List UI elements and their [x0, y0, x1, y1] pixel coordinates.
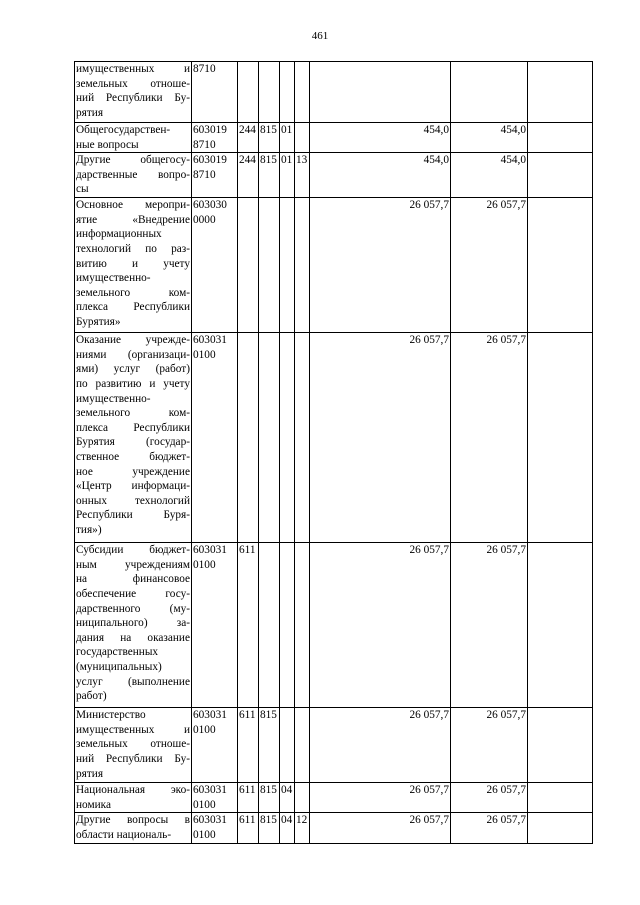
row-amount-total: 26 057,7	[310, 813, 451, 843]
row-name-line: ниципального) за-	[76, 617, 190, 630]
row-target-code	[192, 783, 238, 813]
page-number: 461	[311, 30, 329, 42]
row-target-code	[192, 708, 238, 783]
row-name	[75, 333, 192, 543]
row-name-line: плекса Республики	[76, 301, 190, 314]
row-name-line: ний Республики Бу-	[76, 752, 190, 765]
row-name-line: Республики Буря-	[76, 509, 190, 522]
row-subsection-code	[295, 708, 310, 783]
row-subsection-code: 13	[295, 153, 310, 198]
row-amount-regional: 26 057,7	[451, 813, 528, 843]
row-name-line: тия»)	[76, 523, 102, 536]
row-target-code-line: 8710	[193, 138, 216, 151]
row-expense-type: 611	[238, 708, 259, 783]
row-target-code-line: 603031	[193, 784, 227, 797]
row-name-line: государственных	[76, 646, 159, 659]
row-grbs-code: 815	[259, 783, 280, 813]
row-amount-federal	[528, 783, 593, 813]
row-name-line: Бурятия (государ-	[76, 436, 190, 449]
row-target-code	[192, 333, 238, 543]
row-name-line: имущественно-	[76, 272, 151, 285]
row-amount-total: 26 057,7	[310, 543, 451, 708]
row-name-line: Другие вопросы в	[76, 814, 190, 827]
table-row	[75, 123, 593, 153]
row-name-line: дания на оказание	[76, 631, 190, 644]
row-expense-type	[238, 333, 259, 543]
row-target-code-line: 0100	[193, 348, 216, 361]
row-section-code	[280, 543, 295, 708]
row-name-line: ное учреждение	[76, 465, 190, 478]
row-target-code	[192, 153, 238, 198]
row-expense-type	[238, 62, 259, 123]
row-target-code-line: 603031	[193, 814, 227, 827]
row-name	[75, 198, 192, 333]
row-name-line: плекса Республики	[76, 421, 190, 434]
row-amount-total: 26 057,7	[310, 783, 451, 813]
row-name-line: рятия	[76, 767, 104, 780]
row-name-line: (муниципальных)	[76, 660, 162, 673]
row-target-code-line: 8710	[193, 63, 216, 75]
row-amount-federal	[528, 333, 593, 543]
row-target-code	[192, 198, 238, 333]
row-target-code-line: 603030	[193, 199, 227, 212]
row-subsection-code	[295, 333, 310, 543]
row-name	[75, 543, 192, 708]
table-row	[75, 62, 593, 123]
row-target-code	[192, 62, 238, 123]
row-name-line: ные вопросы	[76, 138, 139, 151]
row-name	[75, 62, 192, 123]
row-amount-federal	[528, 123, 593, 153]
row-name-line: Бурятия»	[76, 315, 121, 328]
row-target-code-line: 0100	[193, 798, 216, 811]
row-amount-total: 26 057,7	[310, 333, 451, 543]
row-name-line: информационных	[76, 228, 162, 241]
row-target-code-line: 0100	[193, 723, 216, 736]
budget-table	[74, 61, 593, 844]
row-name-line: имущественных и	[76, 723, 190, 736]
row-amount-total: 26 057,7	[310, 708, 451, 783]
row-name-line: по развитию и учету	[76, 377, 190, 390]
row-grbs-code	[259, 333, 280, 543]
row-name-line: ниями (организаци-	[76, 348, 190, 361]
table-row	[75, 333, 593, 543]
row-subsection-code	[295, 783, 310, 813]
row-name	[75, 813, 192, 843]
row-target-code	[192, 813, 238, 843]
row-name-line: ятие «Внедрение	[76, 213, 190, 226]
row-target-code-line: 603031	[193, 334, 227, 347]
row-name-line: земельных отноше-	[76, 77, 190, 90]
row-name-line: Министерство	[76, 709, 146, 722]
row-name-line: земельного ком-	[76, 407, 190, 420]
row-name-line: рятия	[76, 106, 104, 119]
row-amount-regional: 26 057,7	[451, 708, 528, 783]
row-name-line: имущественных и	[76, 63, 190, 75]
row-grbs-code	[259, 198, 280, 333]
row-name-line: обеспечение госу-	[76, 587, 190, 600]
row-expense-type: 244	[238, 123, 259, 153]
row-amount-total: 454,0	[310, 123, 451, 153]
row-name-line: дарственного (му-	[76, 602, 190, 615]
row-name-line: имущественно-	[76, 392, 151, 405]
row-expense-type: 611	[238, 783, 259, 813]
row-amount-total: 26 057,7	[310, 198, 451, 333]
row-expense-type	[238, 198, 259, 333]
row-amount-regional: 26 057,7	[451, 543, 528, 708]
row-name-line: ственное бюджет-	[76, 450, 190, 463]
row-grbs-code: 815	[259, 813, 280, 843]
row-name-line: на финансовое	[76, 573, 190, 586]
row-amount-federal	[528, 198, 593, 333]
row-grbs-code: 815	[259, 123, 280, 153]
table-row	[75, 543, 593, 708]
row-name-line: Субсидии бюджет-	[76, 544, 190, 557]
row-amount-regional: 454,0	[451, 123, 528, 153]
row-name-line: дарственные вопро-	[76, 168, 190, 181]
row-expense-type: 611	[238, 813, 259, 843]
row-target-code-line: 0000	[193, 213, 216, 226]
row-section-code	[280, 333, 295, 543]
row-name-line: Общегосударствен-	[76, 124, 171, 136]
row-name-line: ний Республики Бу-	[76, 92, 190, 105]
row-target-code-line: 603019	[193, 124, 227, 136]
row-name-line: работ)	[76, 690, 107, 703]
row-section-code: 01	[280, 123, 295, 153]
row-target-code-line: 603031	[193, 544, 227, 557]
row-name	[75, 123, 192, 153]
table-row	[75, 783, 593, 813]
row-expense-type: 611	[238, 543, 259, 708]
row-amount-federal	[528, 543, 593, 708]
row-section-code	[280, 708, 295, 783]
row-amount-regional: 454,0	[451, 153, 528, 198]
row-name-line: Оказание учрежде-	[76, 334, 190, 347]
row-name-line: витию и учету	[76, 257, 190, 270]
table-row	[75, 198, 593, 333]
row-target-code-line: 603019	[193, 154, 227, 167]
row-name	[75, 153, 192, 198]
row-section-code	[280, 198, 295, 333]
table-body	[75, 62, 593, 844]
row-section-code: 04	[280, 813, 295, 843]
row-name-line: ями) услуг (работ)	[76, 363, 190, 376]
row-grbs-code: 815	[259, 708, 280, 783]
row-target-code-line: 0100	[193, 828, 216, 841]
table-row	[75, 153, 593, 198]
row-target-code-line: 603031	[193, 709, 227, 722]
row-target-code	[192, 123, 238, 153]
row-amount-federal	[528, 153, 593, 198]
row-subsection-code	[295, 543, 310, 708]
row-amount-federal	[528, 62, 593, 123]
row-target-code-line: 0100	[193, 558, 216, 571]
row-name-line: Национальная эко-	[76, 784, 190, 797]
row-name-line: онных технологий	[76, 494, 190, 507]
row-amount-regional: 26 057,7	[451, 783, 528, 813]
row-name-line: области националь-	[76, 828, 172, 841]
row-grbs-code	[259, 543, 280, 708]
row-name-line: «Центр информаци-	[76, 480, 190, 493]
row-grbs-code	[259, 62, 280, 123]
row-section-code: 01	[280, 153, 295, 198]
row-amount-regional: 26 057,7	[451, 198, 528, 333]
row-subsection-code: 12	[295, 813, 310, 843]
row-target-code-line: 8710	[193, 168, 216, 181]
row-grbs-code: 815	[259, 153, 280, 198]
row-name	[75, 783, 192, 813]
row-name-line: номика	[76, 798, 112, 811]
row-name-line: Основное меропри-	[76, 199, 190, 212]
row-section-code	[280, 62, 295, 123]
row-amount-regional	[451, 62, 528, 123]
row-name-line: технологий по раз-	[76, 242, 190, 255]
row-amount-federal	[528, 708, 593, 783]
row-amount-federal	[528, 813, 593, 843]
row-amount-total	[310, 62, 451, 123]
row-expense-type: 244	[238, 153, 259, 198]
row-name-line: услуг (выполнение	[76, 675, 190, 688]
row-amount-total: 454,0	[310, 153, 451, 198]
row-subsection-code	[295, 62, 310, 123]
row-name-line: Другие общегосу-	[76, 154, 190, 167]
row-name-line: земельного ком-	[76, 286, 190, 299]
row-name-line: земельных отноше-	[76, 738, 190, 751]
row-target-code	[192, 543, 238, 708]
table-row	[75, 813, 593, 843]
row-subsection-code	[295, 123, 310, 153]
row-name-line: ным учреждениям	[76, 558, 190, 571]
table-row	[75, 708, 593, 783]
row-name-line: сы	[76, 183, 89, 196]
row-subsection-code	[295, 198, 310, 333]
row-section-code: 04	[280, 783, 295, 813]
row-name	[75, 708, 192, 783]
row-amount-regional: 26 057,7	[451, 333, 528, 543]
